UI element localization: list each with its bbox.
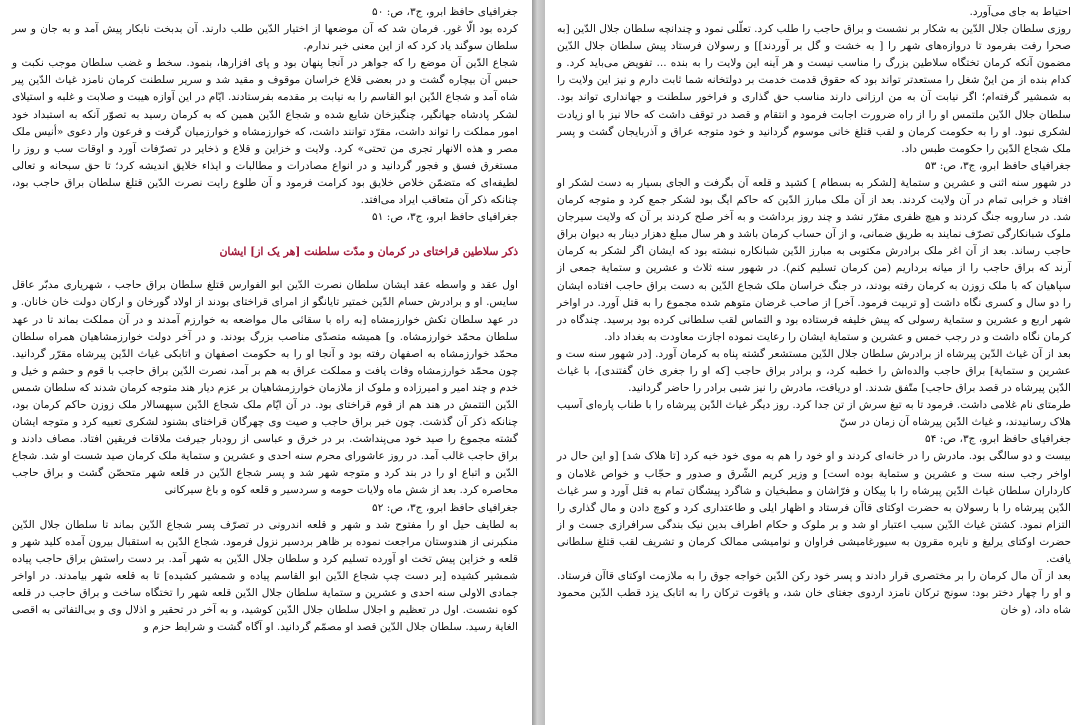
paragraph: احتیاط به جای می‌آورد. [969, 6, 1071, 18]
spacer [12, 260, 518, 277]
paragraph: در شهور سنه اثنی و عشرین و ستمایة [لشکر به بسطام ] کشید و قلعه آن بگرفت و الجای بسیار به دست لشکر او افتاد و خرابی تمام در آن ولایت کردند. بعد از آن ملک مبارز الدّین که حاکم ایگ بود لشکر جمع کرد و متوجه کرمان شد. در ساروبه جنگ کردند و هیچ ظفری مقرّر نشد و چند روز برداشت و به آخر صلح کردند بر آن که ولایت سیرجان ملوک شبانکارگی تصرّف نمایند به طریق ضمانی، و از آن حساب کرمان باشد و هر سال مبلغ دهزار دینار به دیوان براق حاجب رساند. بعد از آن اغر ملک برادرش مکتوبی به مبارز الدّین شبانکاره نبشته بود که ایشان اگر لشکر به کرمان آرند که براق حاجب را از میانه برداریم (من کرمان تسلیم کنم). در شهور سنه ثلاث و عشرین و ستمایة جمعی از سپاهیان که با ملک زوزن به کرمان رفته بودند، در جنگ خراسان ملک شجاع الدّین به دست براق حاجب افتاده ایشان را دو سال و کسری نگاه داشت [و تربیت فرمود. آخر] از صاحب غرضان متوهم شده مجموع را به قتل آورد. در اواخر شهر اربع و عشرین و ستمایة رسولی که پیش خلیفه فرستاده بود و التماس لقب سلطانی کرده بود برسید. چندگاه در کرمان نگاه داشت و در رجب خمس و عشرین و ستمایة ایشان را رعایت نموده اجازت معاودت به بغداد داد. [557, 176, 1071, 343]
paragraph: طرمتای نام غلامی داشت. فرمود تا به تیغ سرش از تن جدا کرد. روز دیگر غیاث الدّین پیرشاه را با طناب پاره‌ای آسیب هلاک رسانیدند، و غیاث الدّین پیرشاه آن زمان در سنّ [557, 399, 1071, 429]
page-reference: جغرافیای حافظ ابرو، ج۳، ص: ۵۰ [372, 6, 518, 18]
page-reference: جغرافیای حافظ ابرو، ج۳، ص: ۵۲ [372, 501, 518, 514]
paragraph: اول عقد و واسطه عقد ایشان سلطان نصرت الدّین ابو الفوارس قتلغ سلطان براق حاجب ، شهریاری مدبّر عاقل سایس. او و برادرش حسام الدّین خمتیر تایانگو از امرای قراختای بودند از اولاد گورخان و ارکان دولت خان خانان. و در عهد سلطان تکش خوارزمشاه [به راه با سقائی مال مواضعه به خوارزم آمدند و در آن مملکت بماند تا در عهد سلطان محمّد خوارزمشاه. و] همیشه متصدّی مناصب بزرگ بودند. و در آخر دولت خوارزمشاهیان همراه سلطان محمّد خوارزمشاه به اصفهان رفته بود و آنجا او را به حکومت اصفهان و اتابکی غیاث الدّین پیرشاه مقرّر گردانید. چون محمّد خوارزمشاه وفات یافت و مملکت عراق به هم بر آمد، نصرت الدّین براق حاجب با قوم و حشم و خیل و خدم و چند امیر و امیرزاده و ملوک از ملازمان خوارزمشاهیان بر عزم دیار هند متوجه کرمان شدند که سلطان شمس الدّین التتمش در هند هم از قوم قراختای بود. در آن ایّام ملک شجاع الدّین سپهسالار ملک زوزن حاکم کرمان بود، چنانکه ذکر آن گذشت. چون خبر براق حاجب و صیت وی چهرگان قراختای بشنود لشکری تعبیه کرد و متوجه ایشان گشته مجموع را صید خود می‌پنداشت. بر در خرق و عباسی از رودبار جیرفت ملاقات فریقین افتاد. مصاف دادند و براق حاجب غالب آمد. در روز عاشورای محرم سنه احدی و عشرین و ستمایة ملک کرمان صید شست او شد. شجاع الدّین و اتباع او را در بند کرد و متوجه شهر شد و پسر شجاع الدّین در قلعه شهر متحصّن گشت و براق حاجب محاصره کرد. بعد از شش ماه ولایات حومه و سردسیر و قلعه کوه و باغ سیرکانی [12, 279, 518, 497]
paragraph: به لطایف حیل او را مفتوح شد و شهر و قلعه اندرونی در تصرّف پسر شجاع الدّین بماند تا سلطان جلال الدّین منکبرنی از هندوستان مراجعت نموده بر ظاهر بردسیر نزول فرمود. شجاع الدّین به استقبال بیرون آمده کلید شهر و قلعه و خزاین پیش تخت او آورده تسلیم کرد و سلطان جلال الدّین به شهر آمد. بر دست راستش براق حاجب پیاده شمشیر کشیده [بر دست چپ شجاع الدّین ابو القاسم پیاده و شمشیر کشیده] تا به قلعه شهر بیامدند. در اواخر جمادی الاولی سنه احدی و عشرین و ستمایة سلطان جلال الدّین قلعه شهر را تختگاه ساخت و براق حاجب در قلعه کوه نشست. اول در تعظیم و اجلال سلطان جلال الدّین کوشید، و به آخر در تحقیر و اذلال وی و بی‌التفاتی به اقصی الغایة رسید. سلطان جلال الدّین قصد او مصمّم گردانید. او آگاه گشت و شرایط حزم و [12, 518, 518, 634]
page-reference: جغرافیای حافظ ابرو، ج۳، ص: ۵۱ [372, 211, 518, 224]
page-reference: جغرافیای حافظ ابرو، ج۳، ص: ۵۳ [925, 159, 1071, 172]
page-gutter [532, 0, 545, 725]
paragraph: شجاع الدّین آن موضع را که جواهر در آنجا پنهان بود و پای افزارها، بنمود. سخط و غضب سلطان موجب نکبت و حبس آن بیچاره گشت و در بعضی قلاع خراسان موقوف و مقید شد و سریر سلطنت کرمان نامزد غیاث الدّین پیر شاه آمد و شجاع الدّین ابو القاسم را به نیابت بر مقدمه بفرستادند. ایّام در این آوازه هیبت و صلابت و غلبه و استیلای لشکر پادشاه جهانگیر، چنگیزخان شایع شده و شجاع الدّین همین که به کرمان رسید به تصوّر آنکه به استبداد خود امور مملکت را تواند داشت، مقرّد توانند داشت، که خوارزمشاه و خوارزمیان گرفت و فرعون وار دعوی «أنیس ملک مصر و هذه الانهار تجری من تحتی» کرد. ولایت و خزاین و قلاع و ذخایر در تصرّفات آورد و اوقات سب و روز را مستغرق فسق و فجور گردانید و در انواع مصادرات و مطالبات و ایذاء خلایق اندیشه کرد؛ تا حق سبحانه و تعالی لطیفه‌ای که متضمّن خلاص خلایق بود کرامت فرمود و آن طلوع رایت نصرت الدّین قتلغ سلطان براق حاجب بود، چنانکه ذکر آن متعاقب ایراد می‌افتد. [12, 57, 518, 207]
paragraph: بیست و دو سالگی بود. مادرش را در خانه‌ای کردند و او خود را هم به موی خود خبه کرد [تا هلاک شد] [و این حال در اواخر رجب سنه ست و عشرین و ستمایة بوده است] و وزیر کریم الشّرق و صدور و حجّاب و خواص غلامان و کارداران سلطان غیاث الدّین پیرشاه را با پیکان و فرّاشان و مطبخیان و شاگرد پیشگان تمام به قتل آورد و سر غیاث الدّین پیرشاه را با رسولان به حضرت اوکتای قاآن فرستاد و اظهار ایلی و طاعتداری کرد و کوچ دادن و مال گذاری را التزام نمود. کشتن غیاث الدّین سبب اعتبار او شد و بر ملوک و حکام اطراف بدین نیک بندگی سرافرازی جست و از حضرت اوکتای یرلیغ و نایره مقرون به سیورغامیشی فراوان و نوامیشی ممالک کرمان و تشریف لقب قتلغ سلطانی یافت. [557, 450, 1071, 565]
right-page [545, 0, 1085, 725]
spacer [12, 226, 518, 243]
paragraph: روزی سلطان جلال الدّین به شکار بر نشست و براق حاجب را طلب کرد. تعلّلی نمود و چندانچه سلطان جلال الدّین [به صحرا رفت بفرمود تا دروازه‌های شهر را [ به خشت و گل بر آوردند]] و رسولان فرستاد پیش سلطان جلال الدّین مضمون آنکه کرمان تختگاه سلاطین بزرگ را مناسب نیست و هر آینه این ولایت را به بنده ... تفویض می‌باید کرد. و کدام بنده از من اینْ شغل را مستعدتر تواند بود که حقوق قدمت خدمت بر دولتخانه شما ثابت دارم و نیز این ولایت را به شمشیر گرفته‌ام؛ اگر نیابت آن به من ارزانی دارند مناسب حق گذاری و فراخور سلطنت و جهانداری تواند بود. سلطان جلال الدّین ملتمس او را از راه ضرورت اجابت فرمود و انتقام و قصد در توقف داشت که حالا نیز با او زیادت لشکری نبود. او را به حکومت کرمان و لقب قتلغ خانی موسوم گردانید و خود متوجه عراق و آذربایجان گشت و پسر ملک شجاع الدّین را حکومت طبس داد. [557, 23, 1071, 155]
paragraph: بعد از آن غیاث الدّین پیرشاه از برادرش سلطان جلال الدّین مستشعر گشته پناه به کرمان آورد. [در شهور سنه ست و عشرین و ستمایة] براق حاجب والده‌اش را خطبه کرد، و برادر براق حاجب [که او را جغری خان گفتندی]، با غیاث الدّین پیرشاه در قصد براق حاجب] متّفق شدند. او دریافت، مادرش را نیز شبی برادر را حاضر گردانید. [557, 347, 1071, 395]
paragraph: بعد از آن مال کرمان را بر مختصری قرار دادند و پسر خود رکن الدّین خواجه جوق را به ملازمت اوکتای قاآن فرستاد. و او را چهار دختر بود: سونج ترکان نامزد اردوی جغتای خان شد، و یاقوت ترکان را به اتابک یزد قطب الدّین محمود شاه داد، (و خان [557, 570, 1071, 617]
left-page [0, 0, 532, 725]
page-reference: جغرافیای حافظ ابرو، ج۳، ص: ۵۴ [925, 433, 1071, 446]
paragraph: کرده بود الّا غور. فرمان شد که آن موضعها از اختیار الدّین طلب دارند. آن بدبخت نابکار پیش آمد و به جان و سر سلطان سوگند یاد کرد که از این معنی خبر ندارم. [12, 23, 518, 53]
section-heading: ذکر سلاطین قراختای در کرمان و مدّت سلطنت [هر یک از] ایشان [219, 245, 518, 259]
